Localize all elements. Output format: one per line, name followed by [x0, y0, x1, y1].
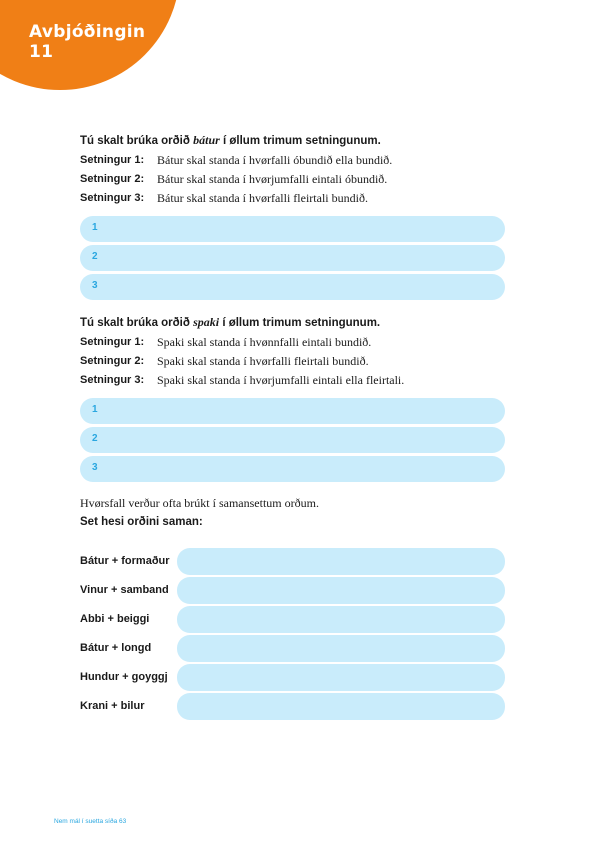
- section-title-number: 11: [29, 42, 54, 62]
- compound-answer-field[interactable]: [177, 577, 505, 604]
- answer-field-1[interactable]: 1: [80, 398, 505, 424]
- page-footer: Nem mál í suetta síða 63: [54, 818, 127, 825]
- compound-answer-field[interactable]: [177, 635, 505, 662]
- exercise-3-instruction: [80, 494, 505, 532]
- compound-label: Bátur + formaður: [80, 555, 170, 567]
- compound-label: Hundur + goyggj: [80, 671, 168, 683]
- compound-label: Vinur + samband: [80, 584, 169, 596]
- target-word: spaki: [193, 315, 220, 329]
- exercise-1: [80, 131, 505, 303]
- sentence-row: Setningur 2: Spaki skal standa í hvørfalli fleirtali bundið.: [80, 354, 369, 368]
- answer-field-2[interactable]: 2: [80, 245, 505, 271]
- section-title-name: Avbjóðingin: [29, 22, 146, 42]
- sentence-row: Setningur 1: Bátur skal standa í hvørfalli óbundið ella bundið.: [80, 153, 393, 167]
- compound-row: [80, 693, 505, 721]
- answer-field-3[interactable]: 3: [80, 456, 505, 482]
- sentence-row: Setningur 3: Bátur skal standa í hvørfalli fleirtali bundið.: [80, 191, 368, 205]
- instruction-line: Set hesi orðini saman:: [80, 516, 203, 528]
- compound-label: Abbi + beiggi: [80, 613, 150, 625]
- exercise-2-instruction: Tú skalt brúka orðið spaki í øllum trimum setningunum.: [80, 315, 381, 329]
- compound-answer-field[interactable]: [177, 548, 505, 575]
- compound-row: [80, 664, 505, 692]
- sentence-row: Setningur 1: Spaki skal standa í hvønnfalli eintali bundið.: [80, 335, 372, 349]
- compound-answer-field[interactable]: [177, 664, 505, 691]
- compound-row: [80, 635, 505, 663]
- exercise-1-instruction: Tú skalt brúka orðið bátur í øllum trimum setningunum.: [80, 133, 381, 147]
- compound-row: [80, 548, 505, 576]
- sentence-row: Setningur 2: Bátur skal standa í hvørjumfalli eintali óbundið.: [80, 172, 388, 186]
- compound-answer-field[interactable]: [177, 693, 505, 720]
- section-title: [29, 22, 145, 62]
- answer-field-1[interactable]: 1: [80, 216, 505, 242]
- answer-field-3[interactable]: 3: [80, 274, 505, 300]
- sentence-row: Setningur 3: Spaki skal standa í hvørjumfalli eintali ella fleirtali.: [80, 373, 405, 387]
- compound-answer-field[interactable]: [177, 606, 505, 633]
- compound-row: [80, 606, 505, 634]
- compound-label: Bátur + longd: [80, 642, 152, 654]
- target-word: bátur: [193, 133, 220, 147]
- exercise-2: [80, 313, 505, 485]
- compound-row: [80, 577, 505, 605]
- instruction-line: Hvørsfall verður ofta brúkt í samansettum orðum.: [80, 496, 319, 510]
- compound-label: Krani + bilur: [80, 700, 145, 712]
- answer-field-2[interactable]: 2: [80, 427, 505, 453]
